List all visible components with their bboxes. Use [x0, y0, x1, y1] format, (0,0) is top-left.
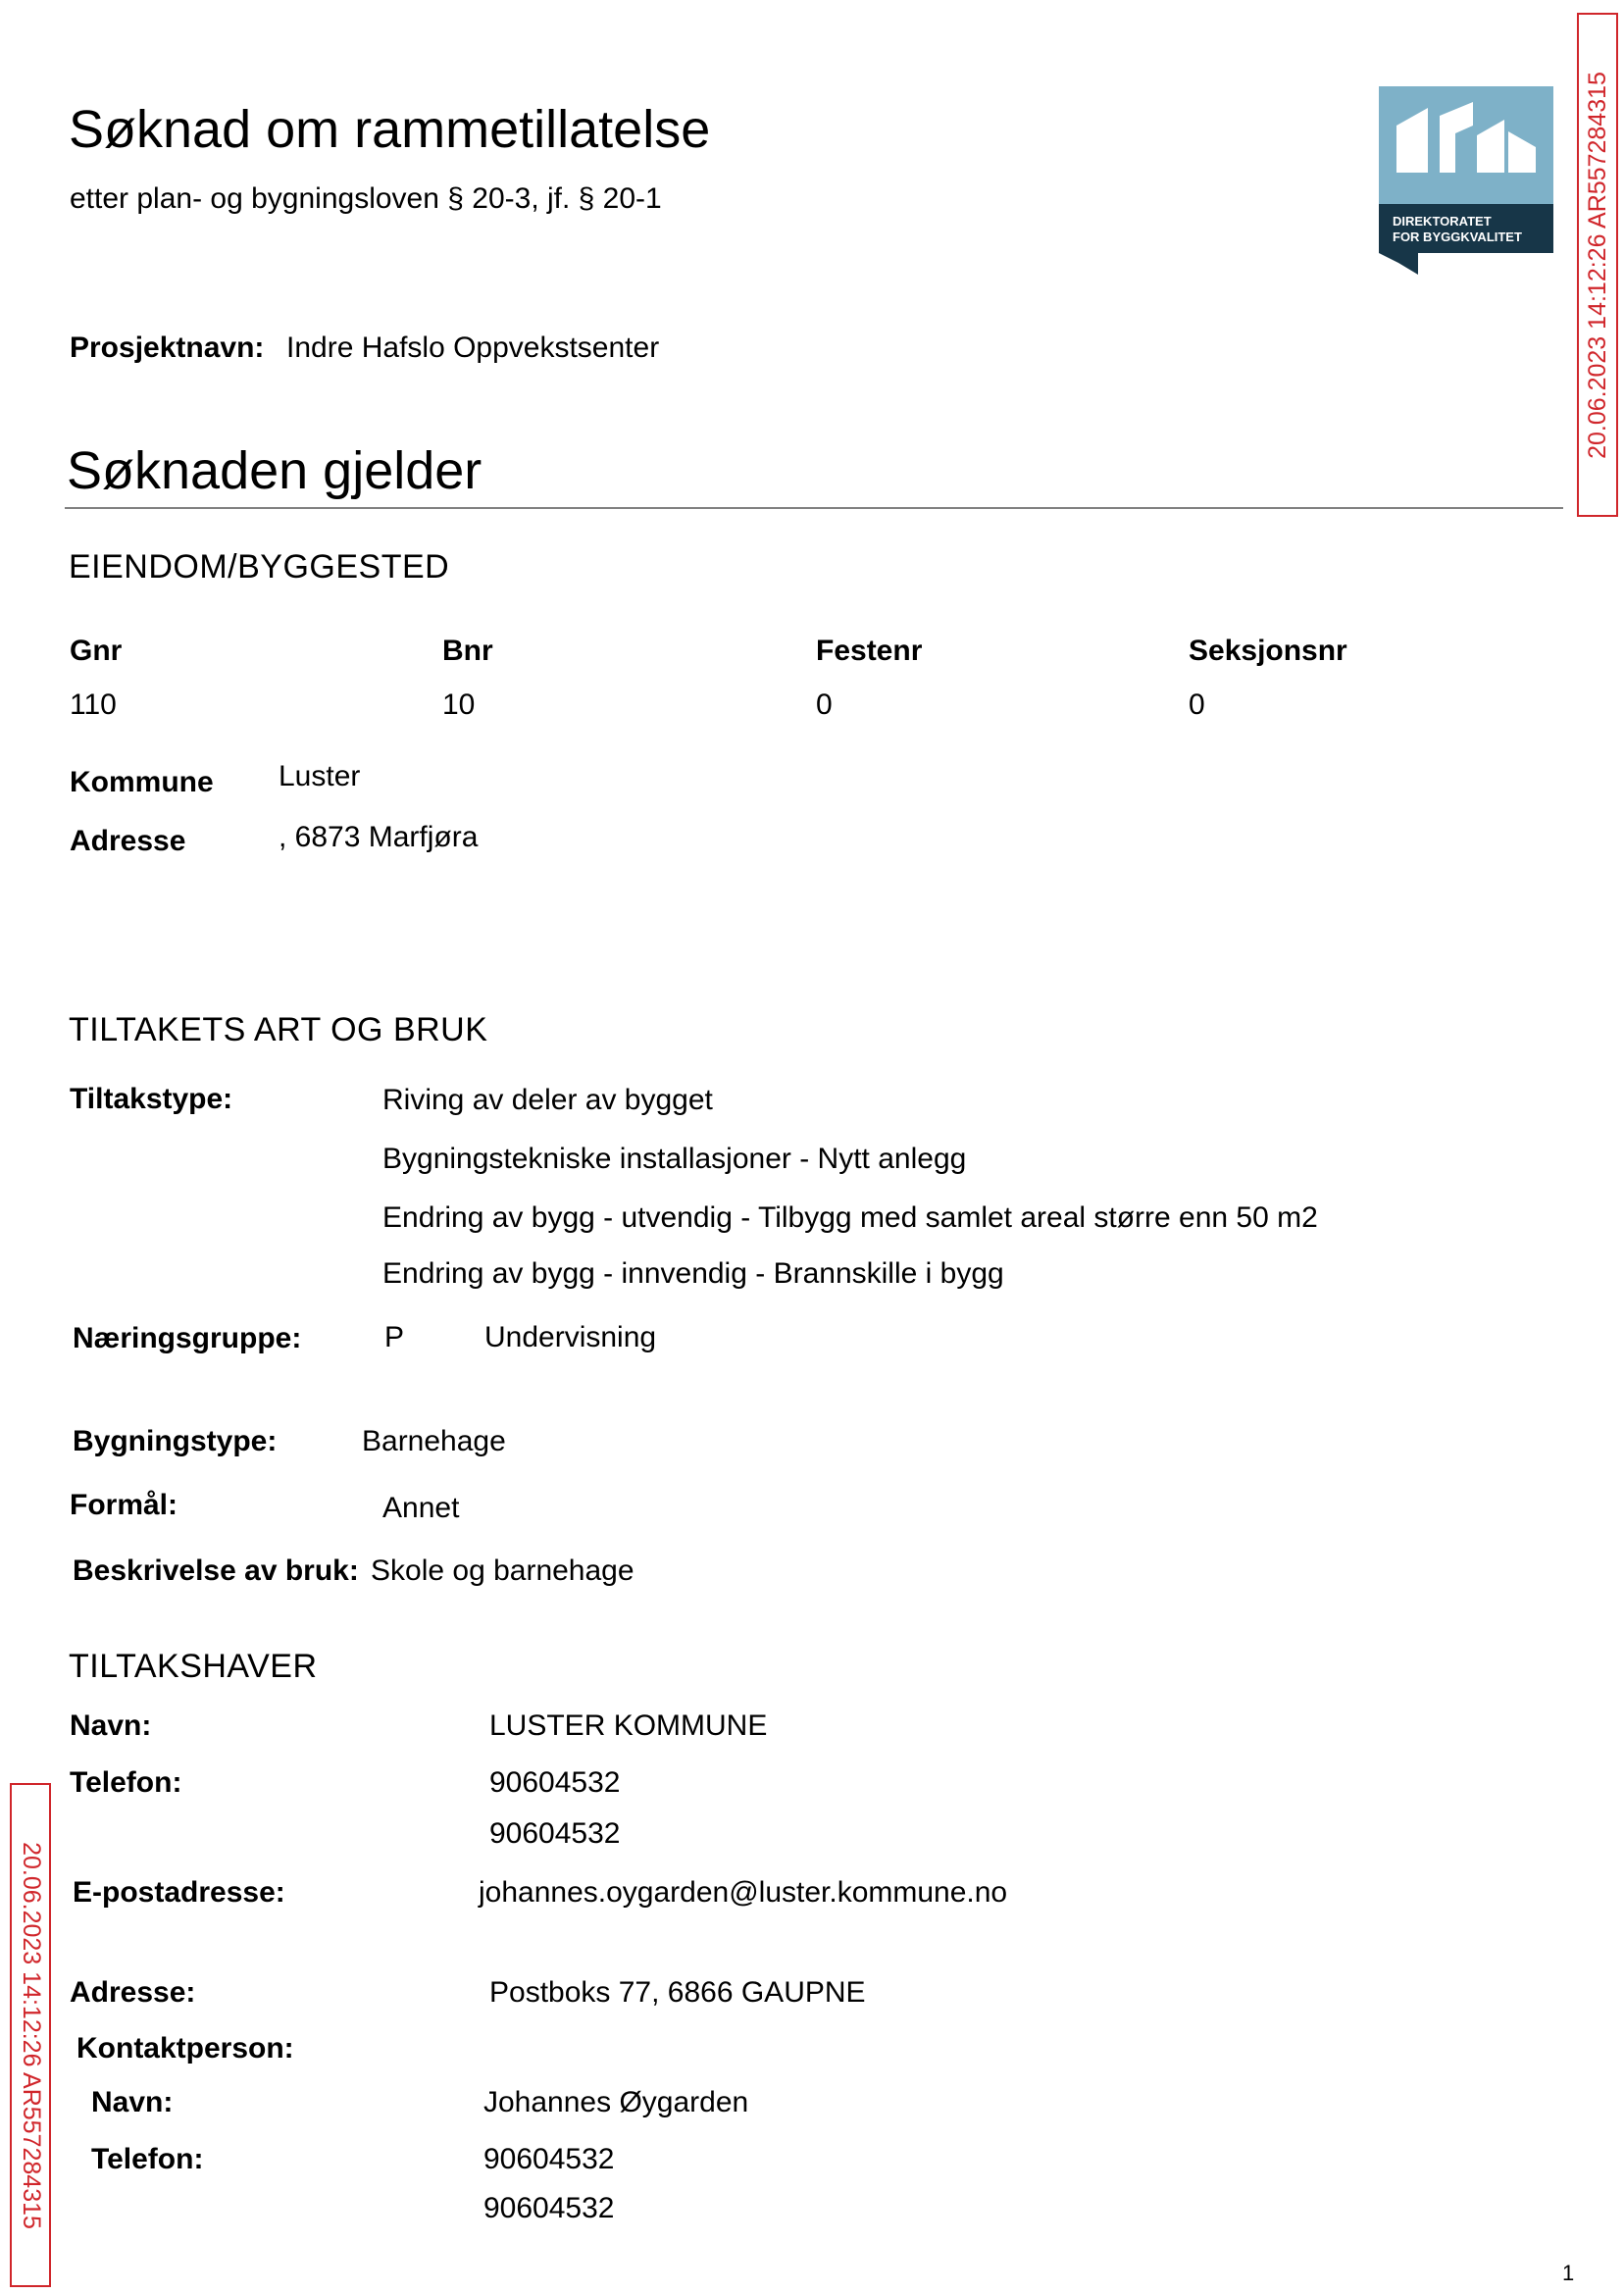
kontakt-telefon-value-2: 90604532 — [483, 2192, 615, 2224]
formal-label: Formål: — [70, 1489, 178, 1521]
navn-label: Navn: — [70, 1709, 152, 1742]
beskrivelse-value: Skole og barnehage — [371, 1555, 634, 1587]
seksjonsnr-label: Seksjonsnr — [1189, 635, 1347, 667]
seksjonsnr-value: 0 — [1189, 688, 1205, 721]
gnr-value: 110 — [70, 688, 117, 721]
naeringsgruppe-label: Næringsgruppe: — [73, 1322, 302, 1354]
tiltakstype-item: Endring av bygg - utvendig - Tilbygg med samlet areal større enn 50 m2 — [382, 1201, 1318, 1234]
project-name-label: Prosjektnavn: — [70, 331, 265, 364]
tiltakshaver-adresse-label: Adresse: — [70, 1976, 196, 2009]
festenr-label: Festenr — [816, 635, 923, 667]
kontaktperson-label: Kontaktperson: — [76, 2032, 294, 2065]
logo-text-line2: FOR BYGGKVALITET — [1393, 229, 1522, 244]
logo-text-line1: DIREKTORATET — [1393, 214, 1492, 229]
tiltakstype-item: Endring av bygg - innvendig - Brannskille i bygg — [382, 1257, 1004, 1290]
naeringsgruppe-name: Undervisning — [484, 1321, 657, 1353]
naeringsgruppe-code: P — [384, 1321, 405, 1353]
tiltak-heading: TILTAKETS ART OG BRUK — [69, 1011, 488, 1048]
page-number: 1 — [1562, 2261, 1575, 2285]
tiltakshaver-adresse-value: Postboks 77, 6866 GAUPNE — [489, 1976, 866, 2009]
tiltakstype-item: Bygningstekniske installasjoner - Nytt anlegg — [382, 1143, 967, 1175]
beskrivelse-label: Beskrivelse av bruk: — [73, 1555, 359, 1587]
section-title: Søknaden gjelder — [67, 441, 482, 500]
adresse-label: Adresse — [70, 825, 186, 857]
timestamp-stamp-top — [1577, 13, 1618, 517]
bygningstype-label: Bygningstype: — [73, 1425, 278, 1457]
kommune-value: Luster — [279, 760, 361, 792]
page-subtitle: etter plan- og bygningsloven § 20-3, jf. § 20-1 — [70, 182, 662, 215]
epost-value: johannes.oygarden@luster.kommune.no — [479, 1876, 1008, 1909]
timestamp-stamp-top-text: 20.06.2023 14:12:26 AR557284315 — [1583, 71, 1611, 459]
telefon-label: Telefon: — [70, 1766, 182, 1799]
timestamp-stamp-bottom — [10, 1783, 51, 2287]
bnr-value: 10 — [442, 688, 476, 721]
tiltakstype-item: Riving av deler av bygget — [382, 1084, 713, 1116]
formal-value: Annet — [382, 1492, 460, 1524]
festenr-value: 0 — [816, 688, 833, 721]
dibk-logo — [1379, 86, 1553, 275]
dibk-logo-icon — [1379, 86, 1553, 275]
epost-label: E-postadresse: — [73, 1876, 285, 1909]
tiltakstype-label: Tiltakstype: — [70, 1083, 233, 1115]
telefon-value-1: 90604532 — [489, 1766, 621, 1799]
section-divider — [65, 507, 1563, 509]
bygningstype-value: Barnehage — [362, 1425, 506, 1457]
page-title: Søknad om rammetillatelse — [69, 100, 711, 159]
kontakt-navn-label: Navn: — [91, 2086, 174, 2118]
gnr-label: Gnr — [70, 635, 123, 667]
timestamp-stamp-bottom-text: 20.06.2023 14:12:26 AR557284315 — [17, 1841, 45, 2229]
project-name-value: Indre Hafslo Oppvekstsenter — [286, 331, 660, 364]
adresse-value: , 6873 Marfjøra — [279, 821, 479, 853]
property-heading: EIENDOM/BYGGESTED — [69, 548, 450, 586]
kontakt-telefon-label: Telefon: — [91, 2143, 204, 2175]
kontakt-telefon-value-1: 90604532 — [483, 2143, 615, 2175]
kommune-label: Kommune — [70, 766, 214, 798]
bnr-label: Bnr — [442, 635, 493, 667]
kontakt-navn-value: Johannes Øygarden — [483, 2086, 749, 2118]
telefon-value-2: 90604532 — [489, 1817, 621, 1850]
tiltakshaver-heading: TILTAKSHAVER — [69, 1648, 318, 1685]
navn-value: LUSTER KOMMUNE — [489, 1709, 768, 1742]
